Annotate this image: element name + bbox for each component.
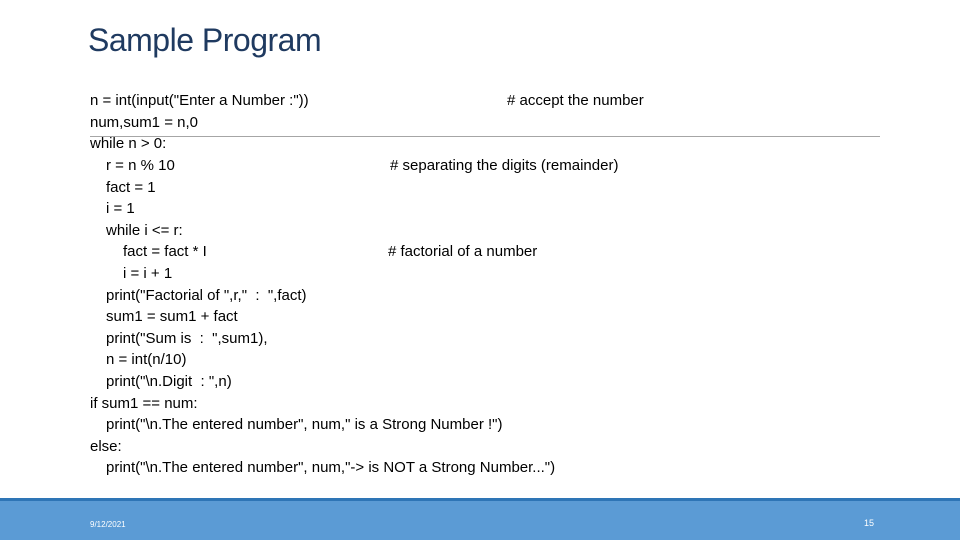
code-line: n = int(n/10) — [106, 351, 187, 368]
code-line: print("\n.Digit : ",n) — [106, 373, 232, 390]
comment-separating: # separating the digits (remainder) — [390, 157, 619, 174]
comment-accept: # accept the number — [507, 92, 644, 109]
code-line: sum1 = sum1 + fact — [106, 308, 238, 325]
code-line: while i <= r: — [106, 222, 183, 239]
comment-factorial: # factorial of a number — [388, 243, 538, 260]
code-line: i = 1 — [106, 200, 135, 217]
code-line: else: — [90, 438, 122, 455]
code-line: i = i + 1 — [123, 265, 173, 282]
page-number: 15 — [863, 518, 874, 528]
slide-title: Sample Program — [88, 22, 322, 58]
code-line: fact = fact * I — [123, 243, 207, 260]
code-line: print("Factorial of ",r," : ",fact) — [106, 287, 307, 304]
divider-line — [90, 136, 880, 137]
footer-band — [0, 501, 960, 540]
code-line: print("Sum is : ",sum1), — [106, 330, 268, 347]
code-line: num,sum1 = n,0 — [90, 114, 198, 131]
code-line: if sum1 == num: — [90, 395, 198, 412]
code-line: r = n % 10 — [106, 157, 175, 174]
code-line: n = int(input("Enter a Number :")) — [90, 92, 309, 109]
code-line: print("\n.The entered number", num," is a Strong Number !") — [106, 416, 503, 433]
code-line: while n > 0: — [90, 135, 167, 152]
footer-date: 9/12/2021 — [90, 520, 126, 529]
code-line: print("\n.The entered number", num,"-> is NOT a Strong Number...") — [106, 459, 556, 476]
code-line: fact = 1 — [106, 179, 156, 196]
